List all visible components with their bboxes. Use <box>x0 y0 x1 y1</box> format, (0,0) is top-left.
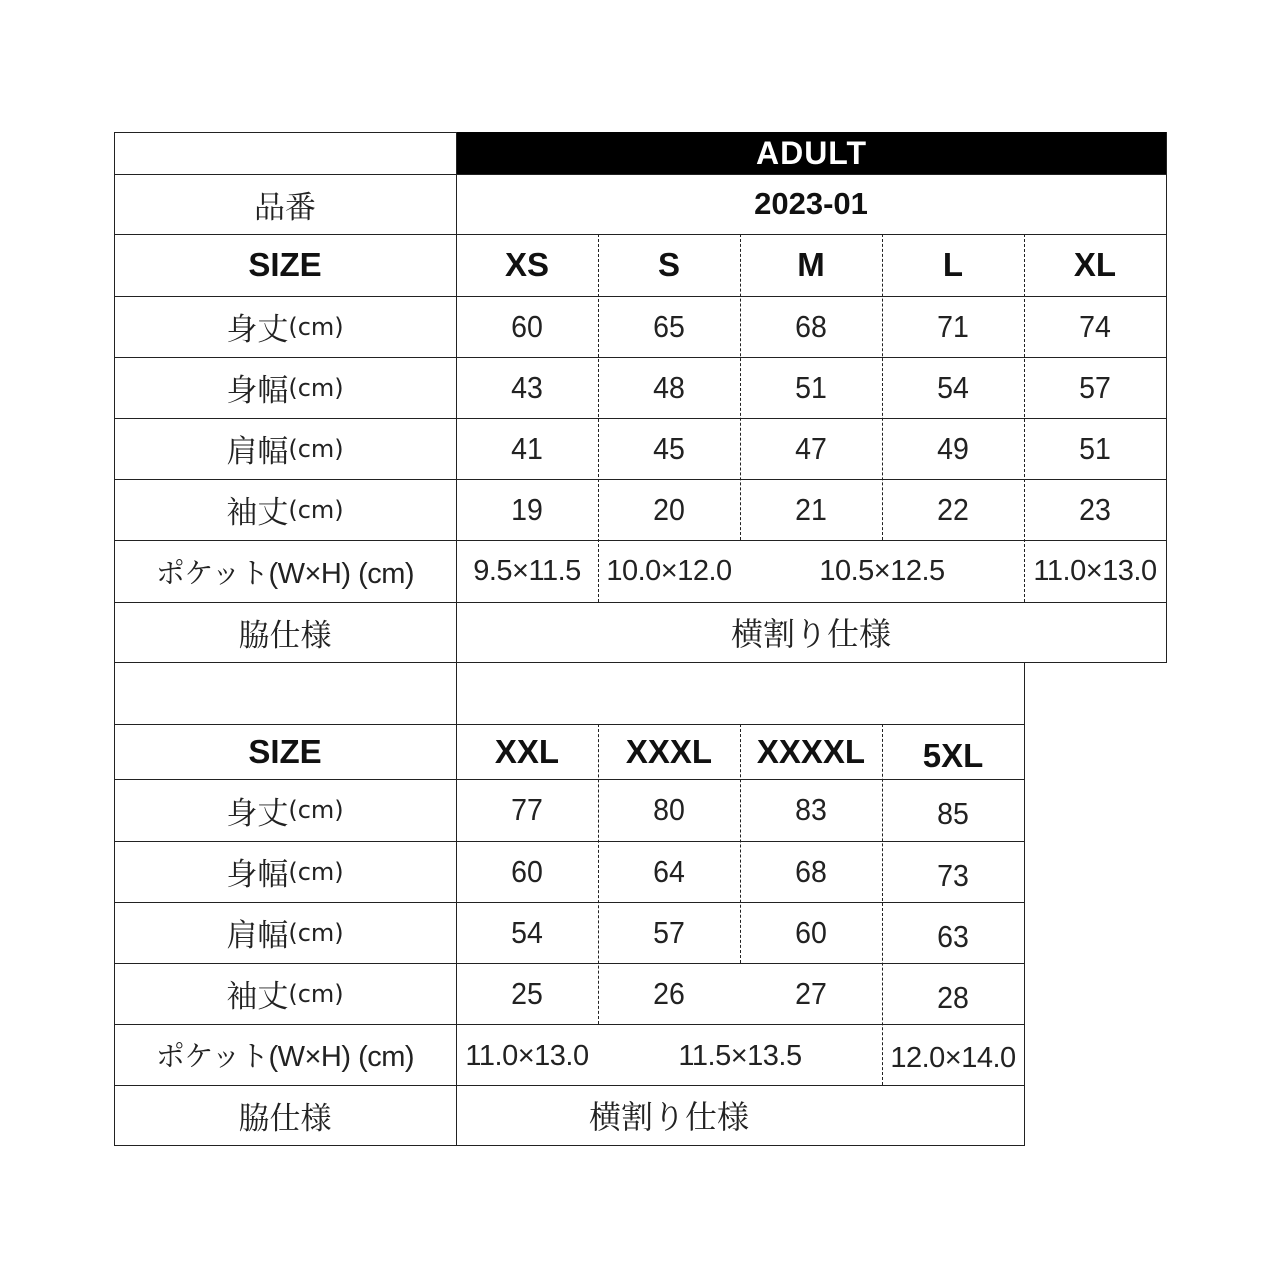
size-header: 5XL <box>922 736 984 774</box>
size-header: XXXL <box>625 732 713 770</box>
value-cell: 83 <box>795 792 827 827</box>
value-cell: 64 <box>653 853 685 889</box>
row-unit: (cm) <box>288 434 344 463</box>
value-cell: 68 <box>795 308 827 344</box>
value-cell: 68 <box>795 853 827 889</box>
value-cell: 80 <box>653 792 685 827</box>
pocket-value: 10.5×12.5 <box>819 554 945 587</box>
row-label <box>114 296 456 357</box>
rule <box>114 662 1166 663</box>
size-label: SIZE <box>248 246 322 283</box>
value-cell: 20 <box>653 491 685 527</box>
value-cell: 48 <box>653 369 685 405</box>
row-unit: (cm) <box>288 796 344 824</box>
value-cell: 54 <box>937 369 969 405</box>
value-cell: 45 <box>653 430 685 466</box>
value-cell: 63 <box>937 918 969 954</box>
row-unit: (cm) <box>288 979 344 1008</box>
row-name: 袖丈 <box>226 495 289 531</box>
size-header: M <box>797 246 825 283</box>
side-spec-value: 横割り仕様 <box>730 615 891 653</box>
size-header: XL <box>1073 246 1117 283</box>
rule <box>114 1145 1024 1146</box>
pocket-value: 11.0×13.0 <box>1033 554 1157 587</box>
row-name: 袖丈 <box>226 979 289 1015</box>
row-label <box>114 357 456 418</box>
value-cell: 51 <box>795 369 827 405</box>
rule <box>114 132 456 133</box>
row-label <box>114 418 456 479</box>
value-cell: 51 <box>1079 430 1111 466</box>
row-unit: (cm) <box>288 918 344 947</box>
row-name: 身幅 <box>226 857 289 893</box>
row-label <box>114 902 456 963</box>
side-spec-label: 脇仕様 <box>238 617 332 654</box>
row-unit: (cm) <box>288 495 344 524</box>
row-unit: (cm) <box>288 312 344 341</box>
size-header: S <box>657 246 680 283</box>
row-unit: (cm) <box>288 373 344 402</box>
value-cell: 23 <box>1079 491 1111 527</box>
value-cell: 74 <box>1079 308 1111 344</box>
size-header: XS <box>504 246 550 283</box>
value-cell: 27 <box>795 975 827 1011</box>
rule <box>1024 663 1025 1146</box>
value-cell: 77 <box>511 792 543 827</box>
value-cell: 28 <box>937 979 969 1015</box>
header-title: ADULT <box>457 132 1166 174</box>
pocket-label: ポケット(W×H) (cm) <box>155 1041 415 1073</box>
pocket-value: 11.0×13.0 <box>465 1040 589 1072</box>
value-cell: 26 <box>653 975 685 1011</box>
value-cell: 21 <box>795 491 827 527</box>
value-cell: 71 <box>937 308 969 344</box>
value-cell: 73 <box>937 857 969 893</box>
row-label <box>114 479 456 540</box>
pocket-value: 10.0×12.0 <box>606 554 732 587</box>
row-name: 肩幅 <box>226 918 289 954</box>
pocket-value: 9.5×11.5 <box>473 554 581 587</box>
row-label <box>114 779 456 841</box>
product-label: 品番 <box>254 189 316 226</box>
value-cell: 47 <box>795 430 827 466</box>
side-spec-value: 横割り仕様 <box>588 1098 749 1136</box>
size-chart <box>114 132 1166 1146</box>
rule <box>1166 132 1167 663</box>
value-cell: 57 <box>1079 369 1111 405</box>
value-cell: 49 <box>937 430 969 466</box>
pocket-label: ポケット(W×H) (cm) <box>155 557 415 590</box>
size-label: SIZE <box>248 732 322 770</box>
value-cell: 60 <box>795 914 827 950</box>
value-cell: 22 <box>937 491 969 527</box>
value-cell: 54 <box>511 914 543 950</box>
value-cell: 57 <box>653 914 685 950</box>
pocket-value: 11.5×13.5 <box>678 1040 802 1072</box>
size-header: XXL <box>494 732 560 770</box>
row-name: 身丈 <box>226 795 289 832</box>
product-code: 2023-01 <box>754 186 868 221</box>
value-cell: 85 <box>937 796 969 831</box>
value-cell: 65 <box>653 308 685 344</box>
side-spec-label: 脇仕様 <box>238 1100 332 1137</box>
row-label <box>114 963 456 1024</box>
row-name: 身幅 <box>226 373 289 409</box>
value-cell: 60 <box>511 853 543 889</box>
value-cell: 43 <box>511 369 543 405</box>
row-name: 肩幅 <box>226 434 289 470</box>
value-cell: 25 <box>511 975 543 1011</box>
value-cell: 19 <box>511 491 543 527</box>
value-cell: 60 <box>511 308 543 344</box>
pocket-value: 12.0×14.0 <box>890 1042 1016 1074</box>
row-label <box>114 841 456 902</box>
row-unit: (cm) <box>288 857 344 886</box>
row-name: 身丈 <box>226 312 289 348</box>
value-cell: 41 <box>511 430 543 466</box>
size-header: L <box>942 246 964 283</box>
size-header: XXXXL <box>756 732 866 770</box>
